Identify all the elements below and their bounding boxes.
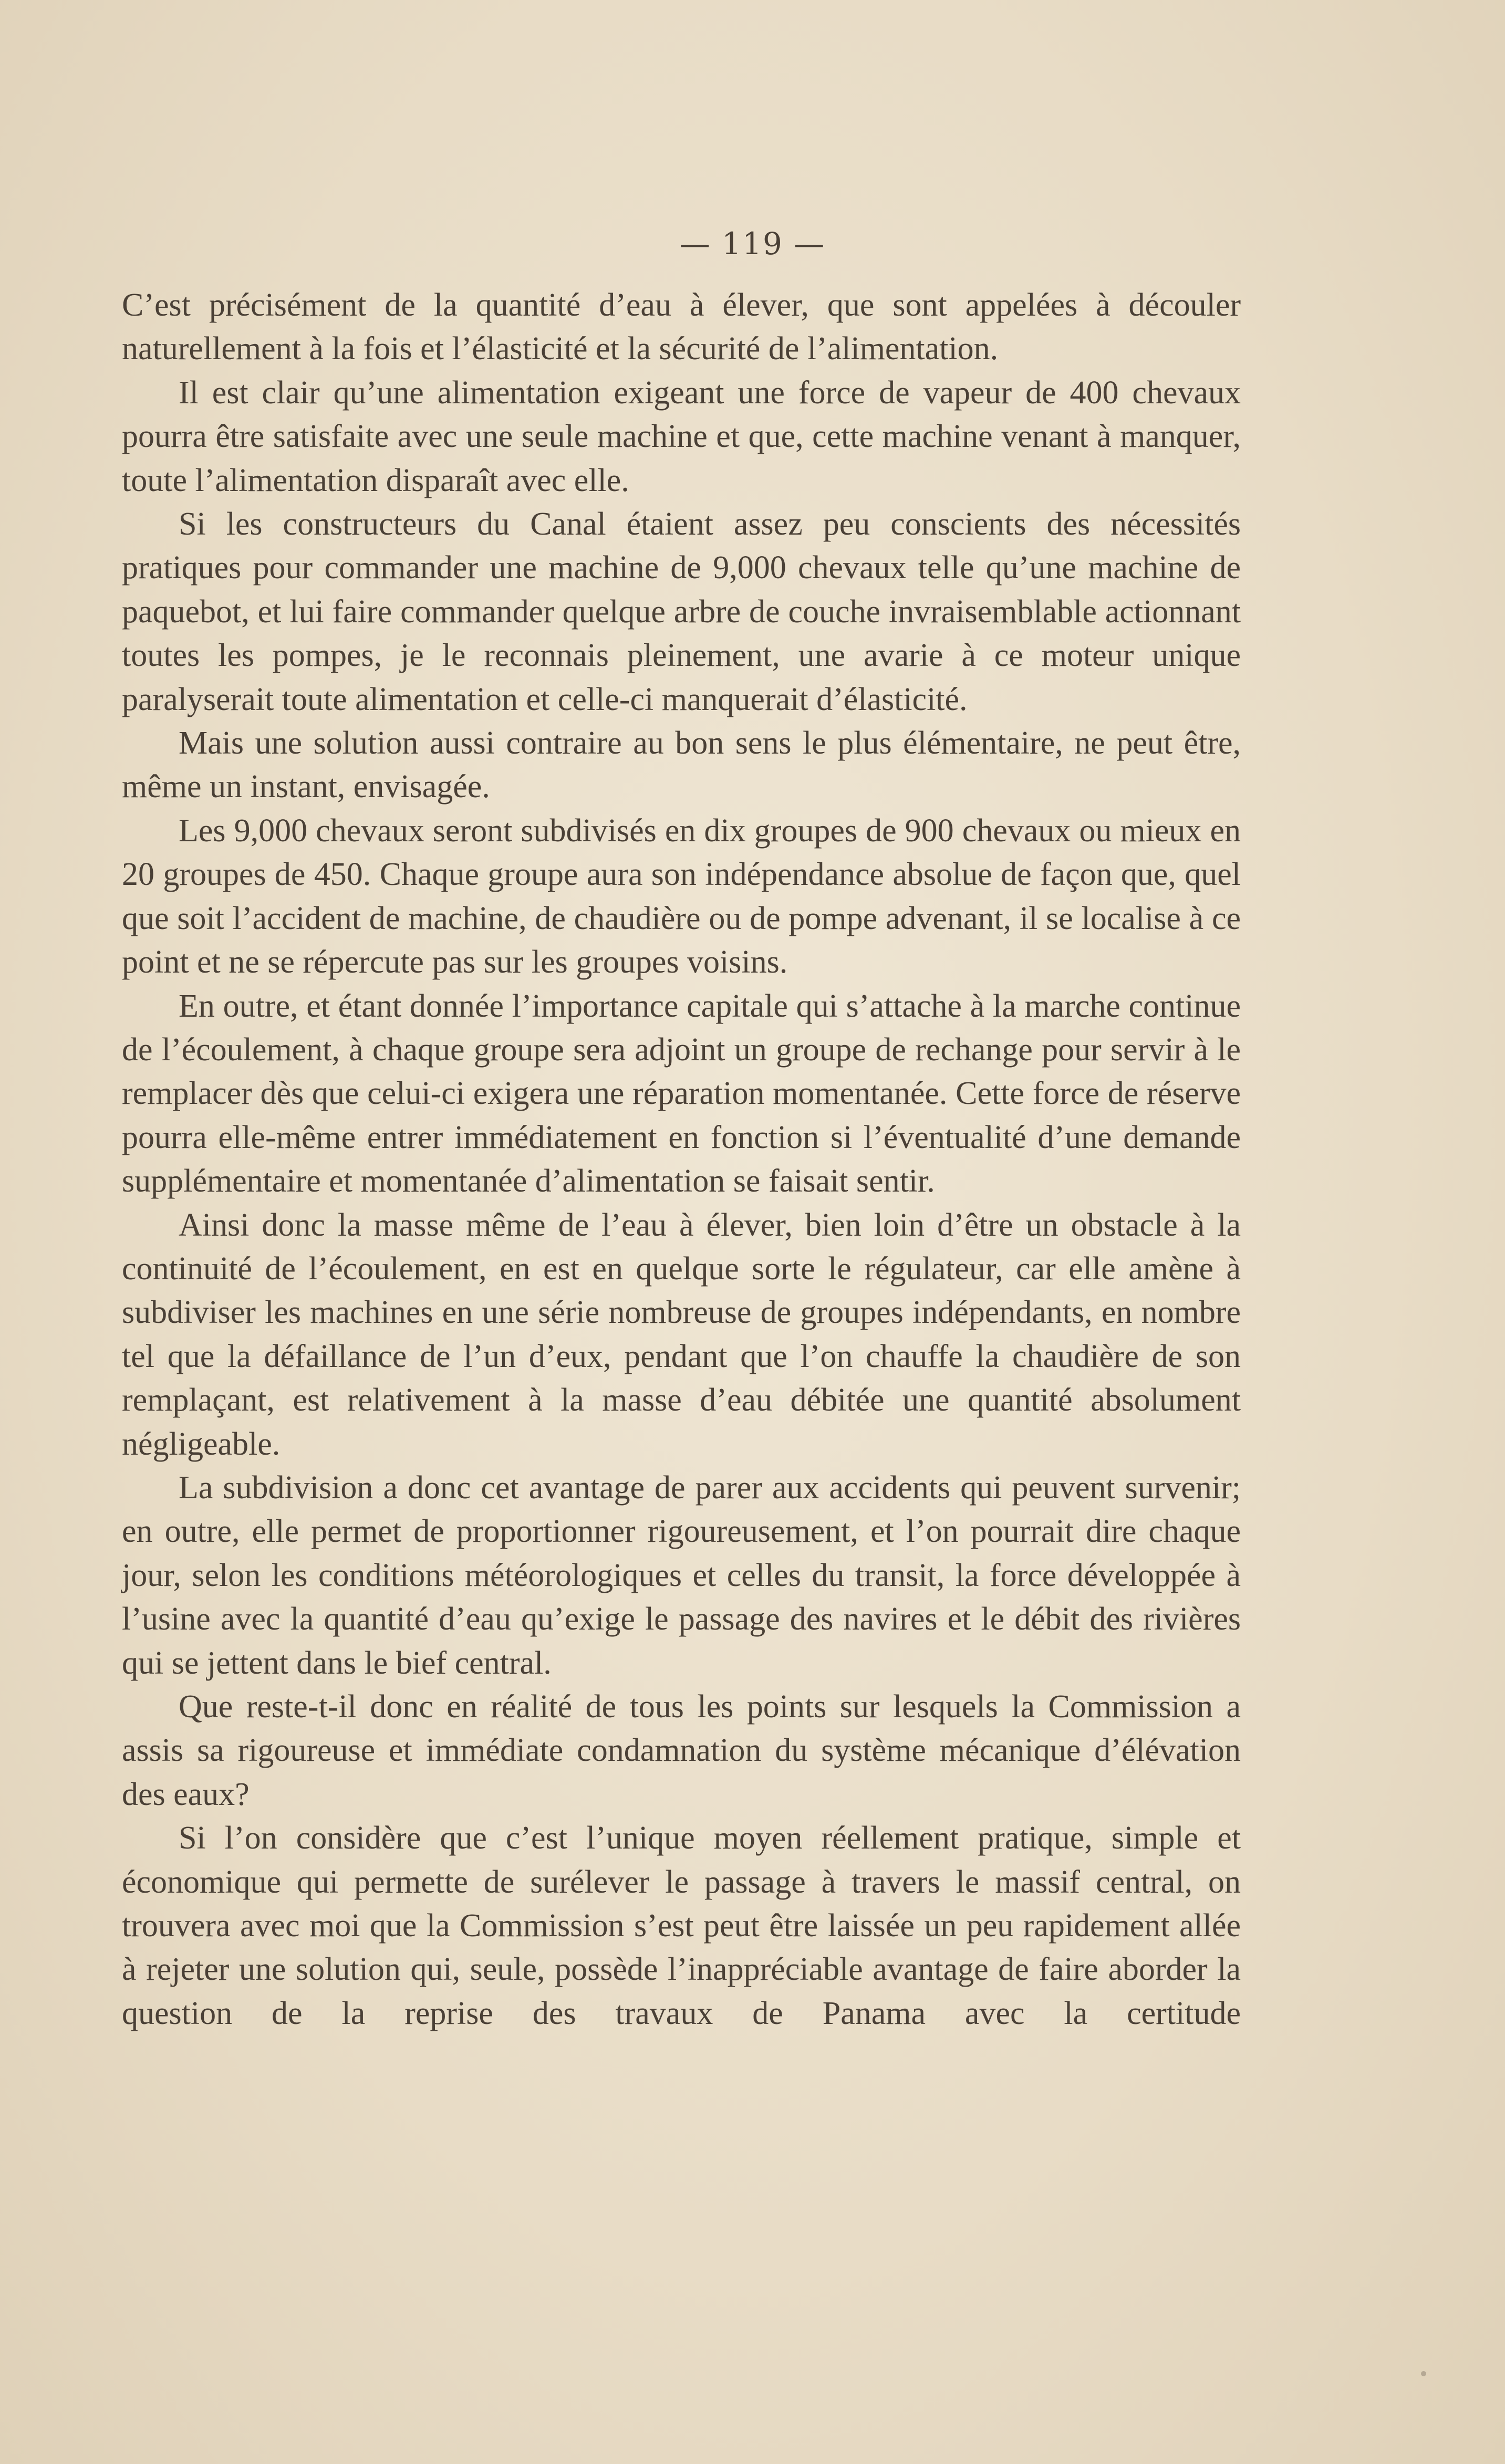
paragraph-5: Les 9,000 chevaux seront subdivisés en dix groupes de 900 chevaux ou mieux en 20 groupes de 450. Chaque groupe aura son indépendance absolue de façon que, quel que soit l’accident de machine, de chaudière ou de pompe advenant, il se localise à ce point et ne se répercute pas sur les groupes voisins. — [122, 812, 1241, 980]
page-number: — 119 — — [679, 226, 826, 262]
paragraph-7: Ainsi donc la masse même de l’eau à élever, bien loin d’être un obstacle à la continuité de l’écoulement, en est en quelque sorte le régulateur, car elle amène à subdiviser les machines en une série nombreuse de groupes indépendants, en nombre tel que la défaillance de l’un d’eux, pendant que l’on chauffe la chaudière de son remplaçant, est relativement à la masse d’eau débitée une quantité absolument négligeable. — [122, 1207, 1241, 1462]
paragraph-4: Mais une solution aussi contraire au bon sens le plus élémentaire, ne peut être, même un instant, envisagée. — [122, 725, 1241, 805]
paragraph-8: La subdivision a donc cet avantage de parer aux accidents qui peuvent survenir; en outre, elle permet de proportionner rigoureusement, et l’on pourrait dire chaque jour, selon les conditions météorologiques et celles du transit, la force développée à l’usine avec la quantité d’eau qu’exige le passage des navires et le débit des rivières qui se jettent dans le bief central. — [122, 1469, 1241, 1681]
paragraph-2: Il est clair qu’une alimentation exigeant une force de vapeur de 400 chevaux pourra être satisfaite avec une seule machine et que, cette machine venant à manquer, toute l’alimentation disparaît avec elle. — [122, 374, 1241, 498]
paragraph-3: Si les constructeurs du Canal étaient assez peu conscients des nécessités pratiques pour commander une machine de 9,000 chevaux telle qu’une machine de paquebot, et lui faire commander quelque arbre de couche invraisemblable actionnant toutes les pompes, je le reconnais pleinement, une avarie à ce moteur unique paralyserait toute alimentation et celle-ci manquerait d’élasticité. — [122, 506, 1241, 717]
paragraph-1: C’est précisément de la quantité d’eau à élever, que sont appelées à découler naturellement à la fois et l’élasticité et la sécurité de l’alimentation. — [122, 287, 1241, 367]
body-text — [122, 284, 1241, 2080]
paragraph-6: En outre, et étant donnée l’importance capitale qui s’attache à la marche continue de l’écoulement, à chaque groupe sera adjoint un groupe de rechange pour servir à le remplacer dès que celui-ci exigera une réparation momentanée. Cette force de réserve pourra elle-même entrer immédiatement en fonction si l’éventualité d’une demande supplémentaire et momentanée d’alimentation se faisait sentir. — [122, 988, 1241, 1199]
paper-speck — [1421, 2371, 1426, 2376]
paragraph-10: Si l’on considère que c’est l’unique moyen réellement pratique, simple et économique qui permette de surélever le passage à travers le massif central, on trouvera avec moi que la Commission s’est peut être laissée un peu rapidement allée à rejeter une solution qui, seule, possède l’inappréciable avantage de faire aborder la question de la reprise des travaux de Panama avec la certitude — [122, 1820, 1241, 2031]
paragraph-9: Que reste-t-il donc en réalité de tous les points sur lesquels la Commission a assis sa rigoureuse et immédiate condamnation du système mécanique d’élévation des eaux? — [122, 1689, 1241, 1812]
